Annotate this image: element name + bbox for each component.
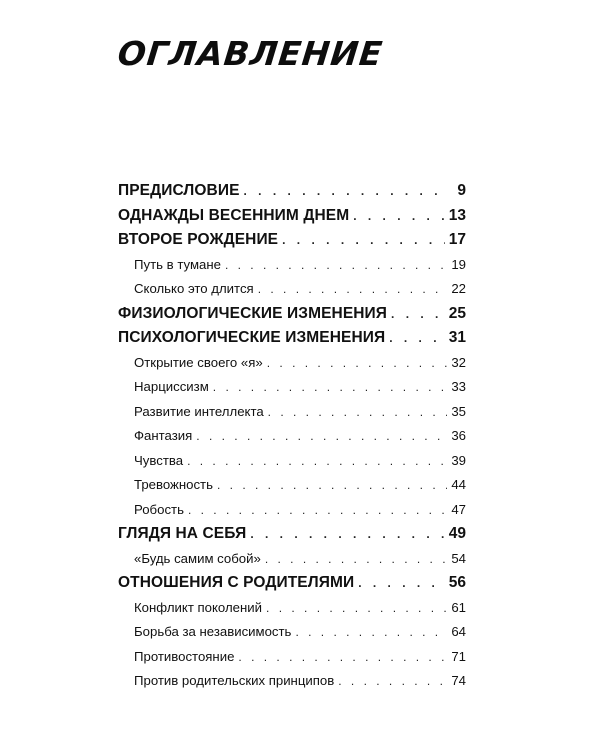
toc-entry-label: ОТНОШЕНИЯ С РОДИТЕЛЯМИ: [118, 574, 355, 591]
toc-entry-page: 25: [448, 304, 466, 322]
dot-leader: [217, 474, 447, 496]
dot-leader: [225, 254, 447, 276]
toc-entry-page: 47: [451, 501, 466, 517]
toc-entry-label: Конфликт поколений: [134, 599, 263, 615]
toc-entry-page: 39: [451, 452, 466, 468]
toc-entry-label: Против родительских принципов: [134, 673, 335, 688]
dot-leader: [391, 303, 445, 325]
toc-entry-page: 36: [451, 428, 466, 443]
dot-leader: [213, 376, 448, 398]
toc-entry-page: 13: [448, 206, 466, 224]
dot-leader: [353, 205, 445, 227]
dot-leader: [265, 548, 447, 570]
dot-leader: [266, 597, 447, 619]
toc-entry-page: 54: [451, 550, 466, 566]
toc-entry-label: ФИЗИОЛОГИЧЕСКИЕ ИЗМЕНЕНИЯ: [118, 304, 388, 322]
toc-entry[interactable]: [118, 254, 466, 276]
dot-leader: [338, 670, 447, 692]
toc-entry-label: ГЛЯДЯ НА СЕБЯ: [118, 525, 247, 542]
toc-entry-label: ВТОРОЕ РОЖДЕНИЕ: [118, 231, 279, 248]
toc-entry[interactable]: [118, 376, 466, 398]
dot-leader: [244, 180, 448, 202]
toc-entry-page: 35: [451, 403, 466, 419]
toc-entry-label: Открытие своего «я»: [134, 354, 263, 370]
toc-entry-page: 71: [451, 648, 466, 664]
toc-entry[interactable]: [118, 303, 466, 325]
dot-leader: [389, 327, 445, 349]
toc-entry[interactable]: [118, 499, 466, 521]
toc-entry-page: 74: [451, 673, 466, 688]
dot-leader: [358, 572, 445, 594]
toc-entry-label: Путь в тумане: [134, 256, 221, 272]
dot-leader: [282, 229, 445, 251]
dot-leader: [188, 499, 447, 521]
toc-entry-page: 44: [451, 477, 466, 492]
dot-leader: [187, 450, 447, 472]
toc-entry-page: 17: [448, 231, 466, 248]
toc-entry-page: 9: [457, 182, 466, 199]
toc-entry[interactable]: [118, 474, 466, 496]
toc-entry-page: 64: [451, 624, 466, 639]
toc-entry-page: 56: [448, 574, 466, 591]
toc-entry-page: 32: [451, 354, 466, 370]
toc-entry-page: 22: [451, 281, 466, 296]
toc-entry-label: Противостояние: [134, 648, 235, 664]
dot-leader: [295, 621, 447, 643]
toc-entry[interactable]: [118, 205, 466, 227]
toc-entry[interactable]: [118, 548, 466, 570]
toc-entry-page: 31: [448, 329, 466, 346]
toc-entry[interactable]: [118, 646, 466, 668]
toc-entry[interactable]: [118, 597, 466, 619]
toc-entry[interactable]: [118, 180, 466, 202]
toc-entry-label: ПРЕДИСЛОВИЕ: [118, 182, 240, 199]
toc-entry[interactable]: [118, 670, 466, 692]
toc-entry-label: Развитие интеллекта: [134, 403, 264, 419]
toc-entry-label: ПСИХОЛОГИЧЕСКИЕ ИЗМЕНЕНИЯ: [118, 329, 386, 346]
toc-entry[interactable]: [118, 523, 466, 545]
dot-leader: [250, 523, 444, 545]
dot-leader: [196, 425, 447, 447]
dot-leader: [258, 278, 448, 300]
toc-entry-label: Борьба за независимость: [134, 624, 292, 639]
toc-entry[interactable]: [118, 401, 466, 423]
toc-entry[interactable]: [118, 352, 466, 374]
toc-entry-page: 61: [451, 599, 466, 615]
toc-entry[interactable]: [118, 278, 466, 300]
toc-entry[interactable]: [118, 572, 466, 594]
toc-entry[interactable]: [118, 327, 466, 349]
toc-entry-label: Тревожность: [134, 477, 213, 492]
toc-entry-label: Сколько это длится: [134, 281, 254, 296]
toc-entry-page: 19: [451, 256, 466, 272]
toc-entry-page: 33: [451, 379, 466, 394]
page-title: ОГЛАВЛЕНИЕ: [115, 34, 385, 73]
toc-entry-label: Робость: [134, 501, 184, 517]
toc-entry-label: Нарциссизм: [134, 379, 209, 394]
dot-leader: [238, 646, 447, 668]
toc-entry-label: Чувства: [134, 452, 184, 468]
toc-entry-label: «Будь самим собой»: [134, 550, 261, 566]
toc-entry-label: ОДНАЖДЫ ВЕСЕННИМ ДНЕМ: [118, 206, 350, 224]
dot-leader: [267, 352, 448, 374]
toc-entry[interactable]: [118, 229, 466, 251]
toc-entry[interactable]: [118, 450, 466, 472]
toc-entry[interactable]: [118, 621, 466, 643]
toc-entry[interactable]: [118, 425, 466, 447]
toc-entry-page: 49: [448, 525, 466, 542]
toc-entry-label: Фантазия: [134, 428, 193, 443]
dot-leader: [268, 401, 448, 423]
